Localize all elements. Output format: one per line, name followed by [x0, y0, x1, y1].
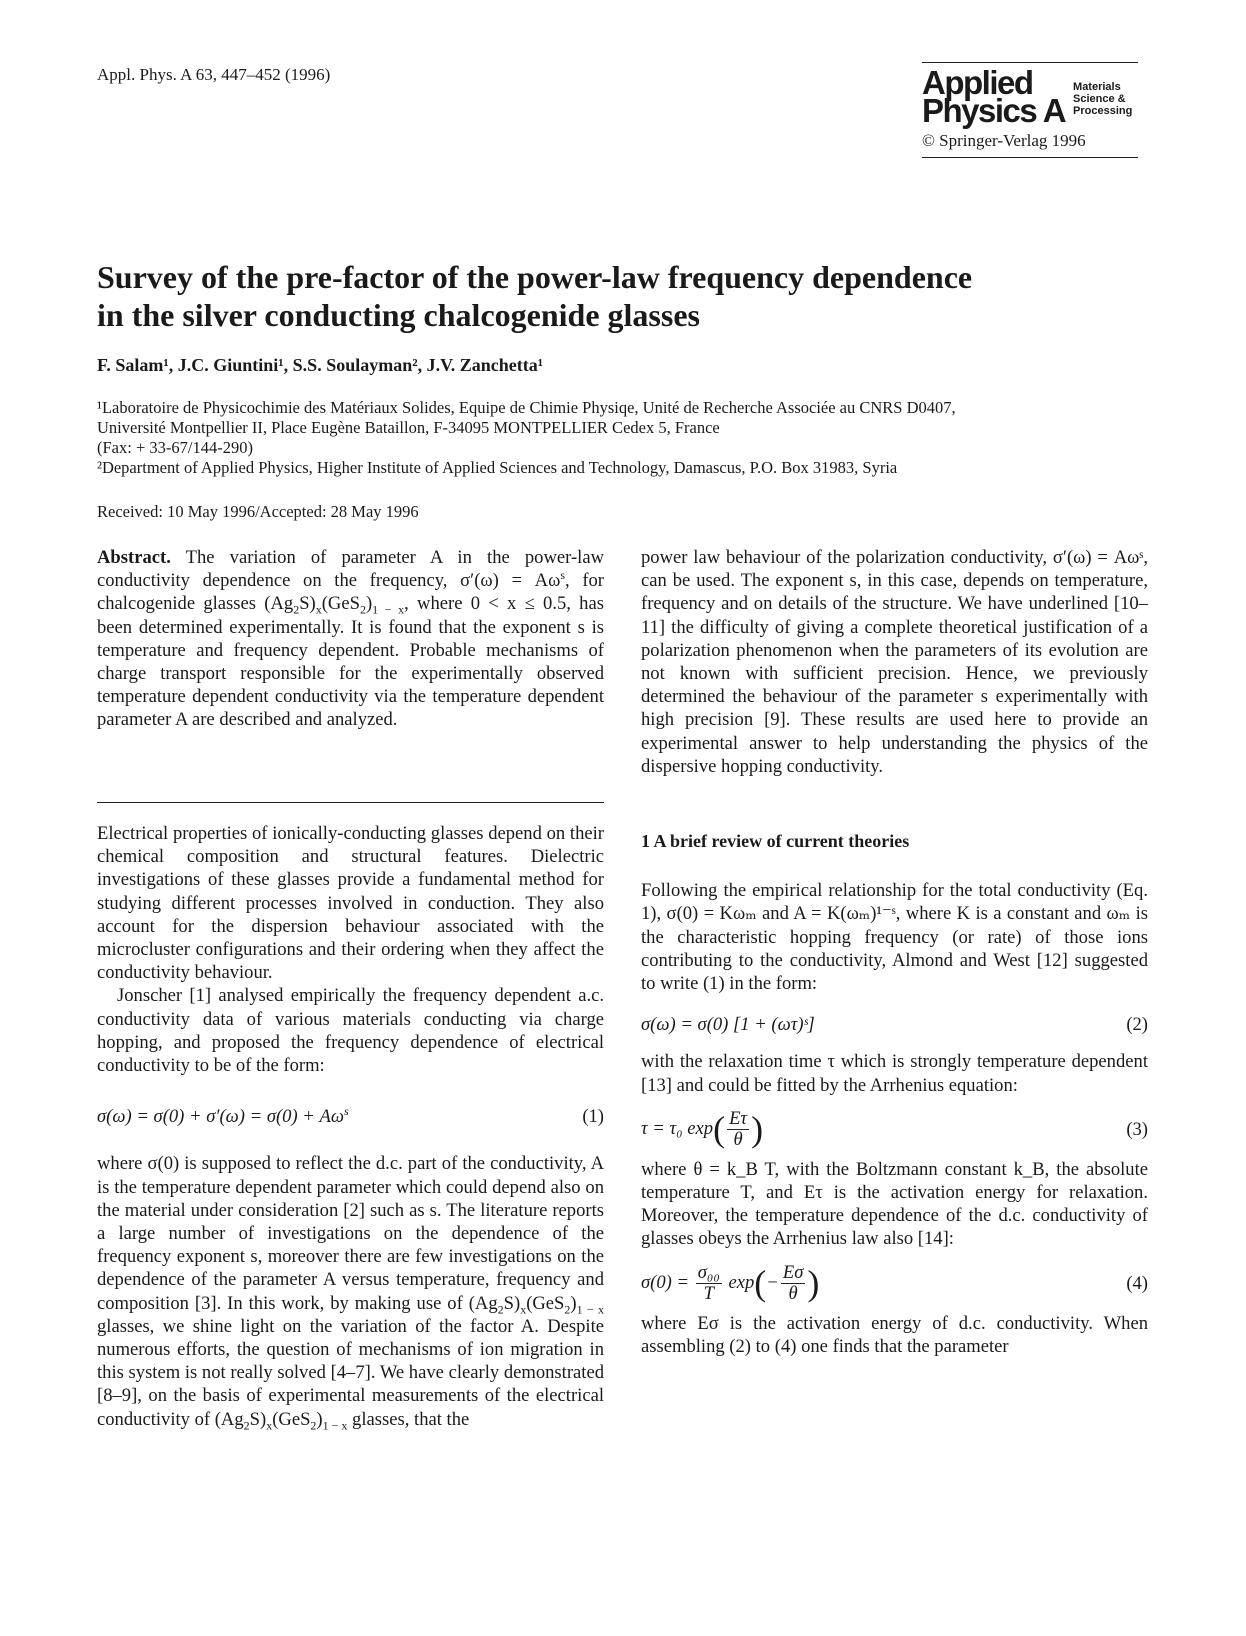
- p3-sub-2c: 2: [243, 1418, 250, 1433]
- received-dates: Received: 10 May 1996/Accepted: 28 May 1996: [97, 502, 419, 521]
- abstract-sub-1mx: 1 − x: [372, 603, 405, 618]
- equation-3-number: (3): [1126, 1118, 1148, 1140]
- intro-paragraph-2: Jonscher [1] analysed empirically the frequency dependent a.c. conductivity data of various materials conducting via charge hopping, and proposed the frequency dependence of electrical conductivity to be of the form:: [97, 985, 604, 1077]
- logo-rule: [922, 62, 1138, 63]
- right-paragraph-2: Following the empirical relationship for the total conductivity (Eq. 1), σ(0) = Kωₘ and A = K(ωₘ)¹⁻ˢ, where K is a constant and ωₘ is the characteristic hopping frequency (or rate) of those ions contributing to the conductivity, Almond and West [12] suggested to write (1) in the form:: [641, 880, 1148, 995]
- right-paragraph-4: where θ = k_B T, with the Boltzmann constant k_B, the absolute temperature T, and Eτ is the activation energy for relaxation. Moreover, the temperature dependence of the d.c. conductivity of glasses obeys the Arrhenius law also [14]:: [641, 1158, 1148, 1250]
- equation-3-denominator: θ: [733, 1128, 743, 1150]
- p3-sub-xb: x: [266, 1418, 273, 1433]
- intro-paragraph-3: where σ(0) is supposed to reflect the d.c. part of the conductivity, A is the temperature dependent parameter which could depend also on the material under consideration [2] such as s. The literature reports a large number of investigations on the dependence of the frequency exponent s, moreover there are few investigations on the dependence of the parameter A versus temperature, frequency and composition [3]. In this work, by making use of $(Ag_2S)_x(GeS_2)_{1 - x}$ glasses, we shine light on the variation of the factor A. Despite numerous efforts, the question of mechanisms of ion migration in this system is not really solved [4–7]. We have clearly demonstrated [8–9], on the basis of experimental measurements of the electrical conductivity of $(Ag_2S)_x(GeS_2)_{1 - x}$ glasses, that the: [97, 1153, 604, 1433]
- title-line-2: in the silver conducting chalcogenide glasses: [97, 297, 700, 333]
- intro-p3-c: glasses, that the: [347, 1408, 470, 1430]
- equation-4-inner-numerator: Eσ: [782, 1261, 804, 1283]
- equation-4-inner-denominator: θ: [788, 1282, 798, 1304]
- equation-4-expr: [641, 1263, 819, 1304]
- abstract-text-c: S): [299, 593, 316, 615]
- equation-4-paren-close: ): [807, 1262, 820, 1303]
- equation-4-number: (4): [1126, 1272, 1148, 1294]
- equation-4-denominator: T: [703, 1282, 714, 1304]
- p3-sub-2d: 2: [310, 1418, 317, 1433]
- equation-3-fraction: [727, 1109, 749, 1150]
- logo-line-2: Physics A: [922, 92, 1066, 129]
- equation-4: [641, 1263, 1148, 1304]
- equation-3-paren-close: ): [751, 1108, 764, 1149]
- abstract-text-d: (GeS: [321, 593, 360, 615]
- affiliation-1-fax: (Fax: + 33-67/144-290): [97, 438, 253, 457]
- equation-4-inner-fraction: [781, 1263, 806, 1304]
- abstract-text-f: , where 0 < x ≤ 0.5, has been determined experimentally. It is found that the exponent s is temperature and frequency dependent. Probable mechanisms of charge transport responsible for the experimentally observed temperature dependent conductivity via the temperature dependent parameter A are described and analyzed.: [97, 593, 604, 731]
- logo-sub-3: Processing: [1073, 105, 1133, 117]
- equation-3-expr: [641, 1109, 763, 1150]
- right-paragraph-1: power law behaviour of the polarization conductivity, σ′(ω) = Aωˢ, can be used. The exponent s, in this case, depends on temperature, frequency and on details of the structure. We have underlined [10–11] the difficulty of giving a complete theoretical justification of a polarization phenomenon when the parameters of its evolution are not known with sufficient precision. Hence, we previously determined the behaviour of the parameter s experimentally with high precision [9]. These results are used here to provide an experimental answer to help understanding the physics of the dispersive hopping conductivity.: [641, 547, 1148, 777]
- logo-subtitle: [1073, 81, 1132, 117]
- affiliations: [97, 398, 1157, 478]
- p3-sub-1mx-a: 1 − x: [576, 1302, 604, 1317]
- p3-sub-xa: x: [520, 1302, 527, 1317]
- logo-sub-2: Science &: [1073, 93, 1126, 105]
- equation-2: [641, 1013, 1148, 1036]
- equation-2-number: (2): [1126, 1014, 1148, 1036]
- title-line-1: Survey of the pre-factor of the power-law frequency dependence: [97, 259, 973, 295]
- abstract-sup-s: s: [560, 568, 565, 583]
- introduction: [97, 822, 604, 1431]
- equation-2-expr: σ(ω) = σ(0) [1 + (ωτ)ˢ]: [641, 1014, 815, 1036]
- abstract-sub-x: x: [315, 603, 322, 618]
- logo-wordmark: [922, 64, 1066, 129]
- intro-paragraph-1: Electrical properties of ionically-conducting glasses depend on their chemical composition and structural features. Dielectric investigations of these glasses provide a fundamental method for studying different processes involved in conduction. They also account for the dispersion behaviour associated with the microcluster configurations and their ordering when they affect the conductivity behaviour.: [97, 823, 604, 984]
- equation-1: [97, 1105, 604, 1128]
- equation-1-sup: s: [344, 1104, 349, 1119]
- equation-4-fraction: [696, 1263, 722, 1304]
- right-paragraph-5: where Eσ is the activation energy of d.c. conductivity. When assembling (2) to (4) one finds that the parameter: [641, 1312, 1148, 1357]
- intro-p3-b: glasses, we shine light on the variation of the factor A. Despite numerous efforts, the question of mechanisms of ion migration in this system is not really solved [4–7]. We have clearly demonstrated [8–9], on the basis of experimental measurements of the electrical conductivity of (Ag: [97, 1315, 604, 1430]
- intro-p3-a: where σ(0) is supposed to reflect the d.c. part of the conductivity, A is the temperature dependent parameter which could depend also on the material under consideration [2] such as s. The literature reports a large number of investigations on the dependence of the frequency exponent s, moreover there are few investigations on the dependence of the parameter A versus temperature, frequency and composition [3]. In this work, by making use of (Ag: [97, 1153, 604, 1314]
- section-heading-1: 1 A brief review of current theories: [641, 831, 910, 852]
- equation-1-body: σ(ω) = σ(0) + σ′(ω) = σ(0) + Aω: [97, 1106, 344, 1128]
- equation-3-paren-open: (: [713, 1108, 726, 1149]
- equation-3: [641, 1109, 1148, 1150]
- p3-sub-2a: 2: [497, 1302, 504, 1317]
- affiliation-1-line-2: Université Montpellier II, Place Eugène Bataillon, F-34095 MONTPELLIER Cedex 5, France: [97, 418, 720, 437]
- abstract-divider: [97, 802, 604, 803]
- abstract: [97, 546, 604, 732]
- logo-sub-1: Materials: [1073, 81, 1121, 93]
- abstract-text-e: ): [365, 593, 373, 615]
- abstract-sub-2a: 2: [293, 603, 300, 618]
- logo-mark: [922, 64, 1138, 129]
- abstract-text-b: , for chalcogenide glasses (Ag: [97, 570, 604, 615]
- journal-citation: Appl. Phys. A 63, 447–452 (1996): [97, 65, 331, 84]
- equation-4-minus: −: [766, 1271, 779, 1293]
- right-paragraph-3: with the relaxation time τ which is strongly temperature dependent [13] and could be fitted by the Arrhenius equation:: [641, 1051, 1148, 1096]
- affiliation-1-line-1: ¹Laboratoire de Physicochimie des Matériaux Solides, Equipe de Chimie Physiqe, Unité de Recherche Associée au CNRS D0407,: [97, 398, 956, 417]
- copyright-notice: © Springer-Verlag 1996: [922, 131, 1086, 150]
- equation-4-exp: exp: [728, 1271, 755, 1293]
- right-column: [641, 546, 1148, 1358]
- p3-sub-2b: 2: [564, 1302, 571, 1317]
- journal-logo: [922, 62, 1138, 158]
- equation-4-numerator: σ₀₀: [697, 1261, 720, 1283]
- paper-title: [97, 258, 1157, 334]
- equation-4-lhs: σ(0) =: [641, 1271, 690, 1293]
- abstract-label: Abstract.: [97, 547, 171, 568]
- abstract-sub-2b: 2: [359, 603, 366, 618]
- equation-3-numerator: Eτ: [729, 1107, 748, 1129]
- equation-4-paren-open: (: [754, 1262, 767, 1303]
- logo-rule-bottom: [922, 157, 1138, 158]
- p3-sub-1mx-b: 1 − x: [322, 1418, 348, 1433]
- equation-3-lhs: τ = τ₀ exp: [641, 1117, 714, 1139]
- author-list: F. Salam¹, J.C. Giuntini¹, S.S. Soulayman², J.V. Zanchetta¹: [97, 355, 544, 375]
- logo-line-1: Applied: [922, 64, 1033, 101]
- equation-1-expr: [97, 1105, 349, 1128]
- affiliation-2: ²Department of Applied Physics, Higher Institute of Applied Sciences and Technology, Damascus, P.O. Box 31983, Syria: [97, 458, 898, 477]
- equation-1-number: (1): [582, 1106, 604, 1128]
- abstract-text-a: The variation of parameter A in the power-law conductivity dependence on the frequency, σ′(ω) = Aω: [97, 547, 604, 592]
